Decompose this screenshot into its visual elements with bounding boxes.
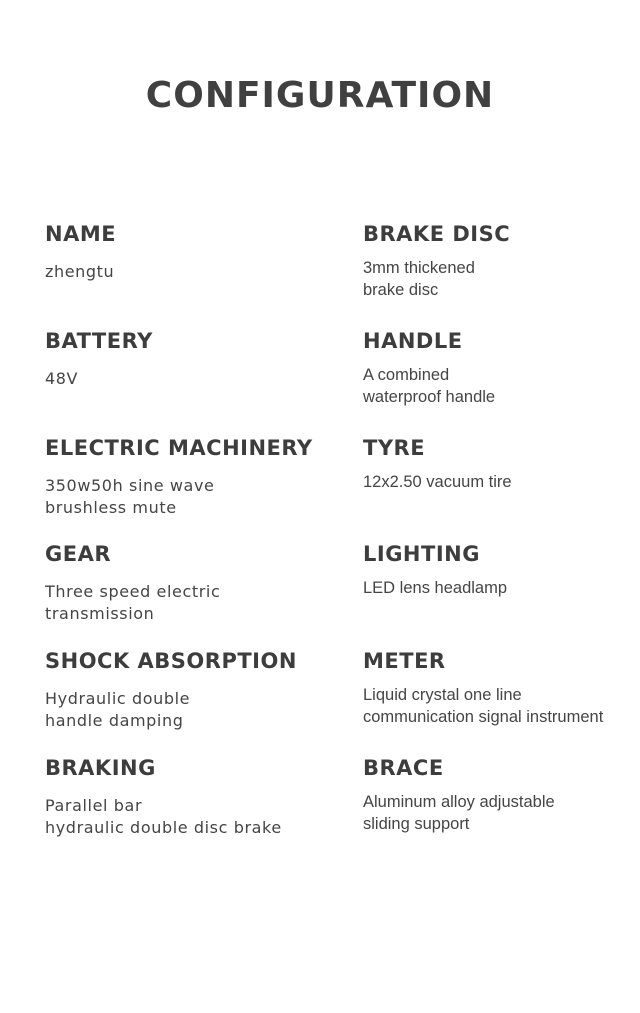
spec-name [45, 221, 325, 283]
spec-label: GEAR [45, 542, 112, 566]
spec-gear [45, 541, 325, 624]
spec-value: 350w50h sine wave brushless mute [45, 476, 215, 517]
spec-braking [45, 755, 325, 838]
spec-value: Parallel bar hydraulic double disc brake [45, 796, 282, 837]
spec-value: 48V [45, 369, 79, 388]
spec-value: Three speed electric transmission [45, 582, 221, 623]
page-title: CONFIGURATION [145, 75, 495, 116]
spec-meter [363, 648, 633, 728]
spec-handle [363, 328, 633, 408]
spec-lighting [363, 541, 633, 600]
spec-value: LED lens headlamp [363, 579, 508, 597]
spec-value: Liquid crystal one line communication signal instrument [363, 686, 604, 726]
spec-label: METER [363, 649, 446, 673]
spec-value: 3mm thickened brake disc [363, 259, 475, 299]
spec-label: ELECTRIC MACHINERY [45, 436, 313, 460]
spec-brace [363, 755, 633, 835]
spec-value: zhengtu [45, 262, 115, 281]
spec-battery [45, 328, 325, 390]
spec-value: Aluminum alloy adjustable sliding support [363, 793, 555, 833]
spec-label: NAME [45, 222, 117, 246]
spec-brake-disc [363, 221, 633, 301]
spec-electric-machinery [45, 435, 325, 518]
spec-shock-absorption [45, 648, 325, 731]
spec-label: BATTERY [45, 329, 153, 353]
spec-label: SHOCK ABSORPTION [45, 649, 297, 673]
spec-label: BRAKING [45, 756, 156, 780]
spec-value: A combined waterproof handle [363, 366, 496, 406]
spec-label: LIGHTING [363, 542, 480, 566]
spec-label: TYRE [363, 436, 426, 460]
spec-label: BRACE [363, 756, 444, 780]
spec-tyre [363, 435, 633, 494]
spec-label: BRAKE DISC [363, 222, 511, 246]
spec-label: HANDLE [363, 329, 463, 353]
spec-value: Hydraulic double handle damping [45, 689, 191, 730]
spec-value: 12x2.50 vacuum tire [363, 473, 512, 491]
